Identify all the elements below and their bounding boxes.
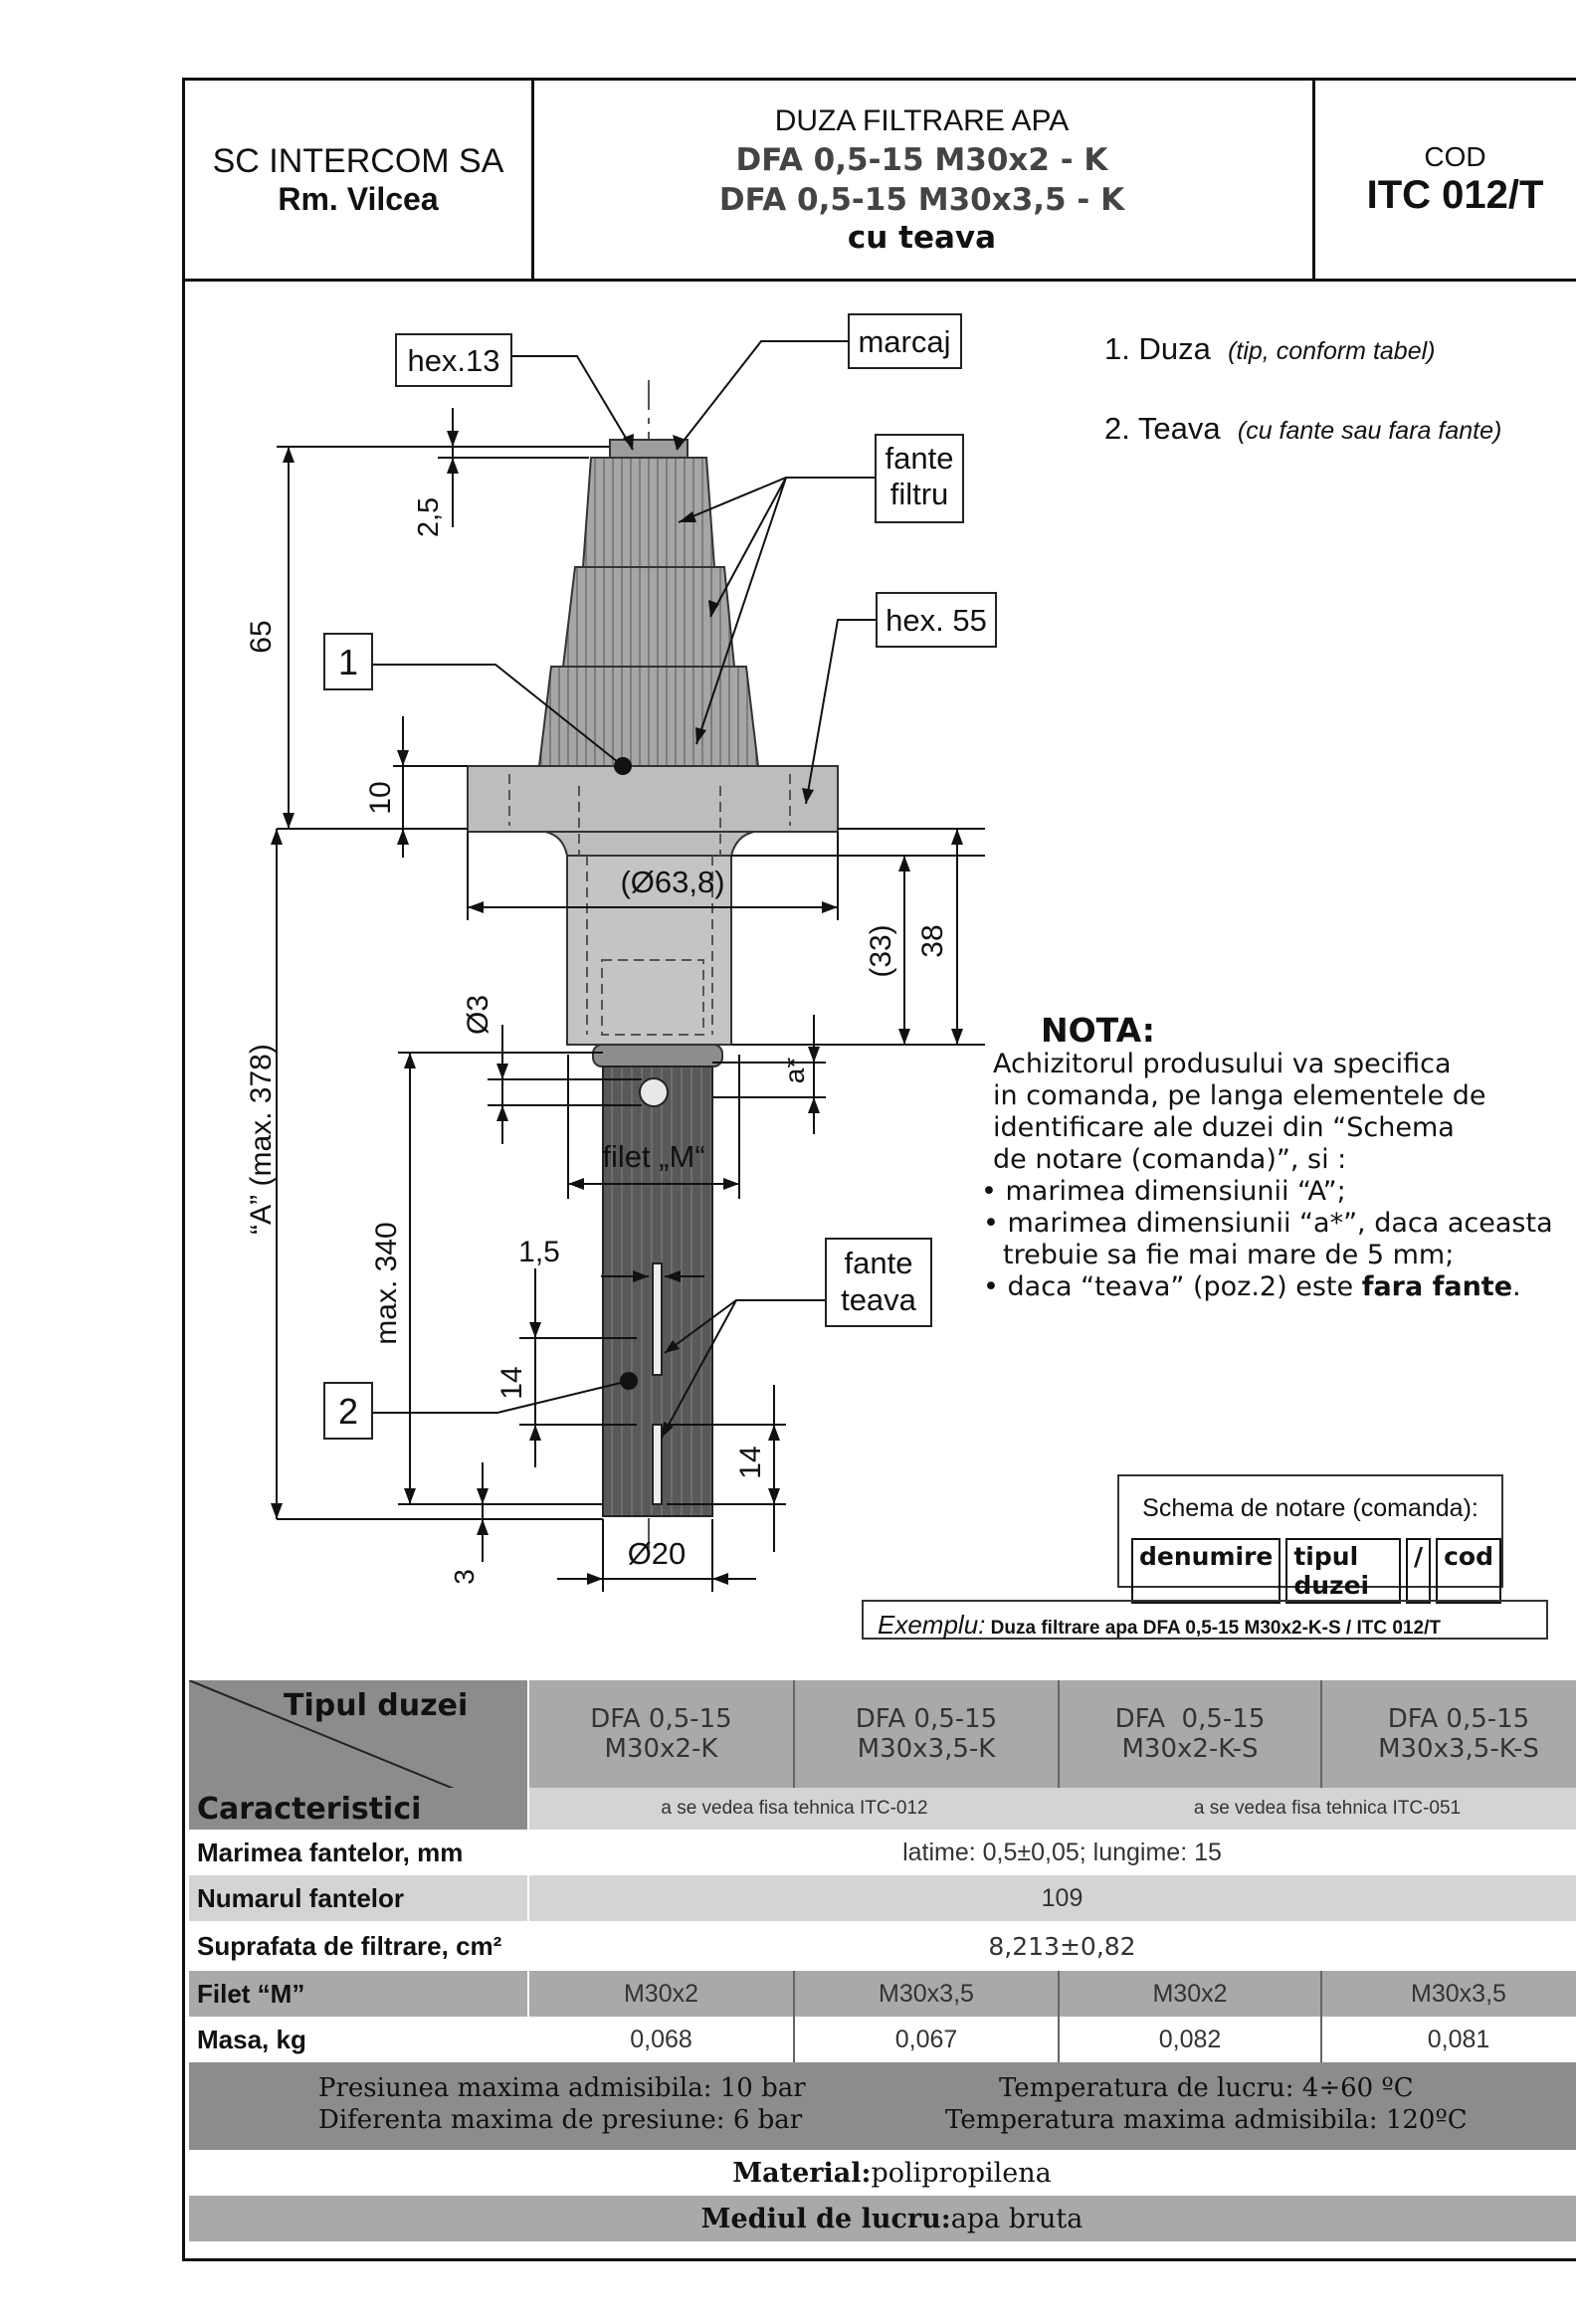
medium-value: apa bruta	[950, 2203, 1084, 2234]
max-pressure: Presiunea maxima admisibila: 10 bar	[318, 2073, 806, 2103]
dim-14-upper: 14	[495, 1366, 528, 1400]
position-1-label: 1	[337, 642, 359, 682]
dim-1-5: 1,5	[518, 1236, 560, 1268]
scheme-box: tipul duzei	[1285, 1538, 1401, 1604]
masa-value: 0,067	[795, 2017, 1060, 2062]
material-value: polipropilena	[871, 2157, 1052, 2189]
position-2-label: 2	[337, 1391, 359, 1432]
dim-a-star: a*	[779, 1057, 810, 1084]
corner-cell	[189, 1680, 529, 1788]
nozzle-head	[468, 440, 838, 1066]
dim-thread-M: filet „M“	[602, 1139, 705, 1174]
working-temperature: Temperatura de lucru: 4÷60 ºC	[998, 2073, 1414, 2103]
corner-top: Tipul duzei	[284, 1688, 469, 1723]
max-temperature: Temperatura maxima admisibila: 120ºC	[945, 2105, 1468, 2135]
type-header-1: DFA 0,5-15 M30x2-K	[529, 1680, 795, 1788]
note-title: NOTA:	[1041, 1011, 1155, 1050]
scheme-title: Schema de notare (comanda):	[1142, 1494, 1478, 1522]
material-label: Material:	[732, 2157, 872, 2189]
variant: cu teava	[847, 219, 997, 256]
model-2: DFA 0,5-15 M30x3,5 - K	[718, 181, 1125, 218]
note-line: Achizitorul produsului va specifica	[993, 1049, 1452, 1079]
example-label: Exemplu:	[878, 1610, 986, 1640]
filet-value: M30x2	[529, 1971, 795, 2017]
company-name: SC INTERCOM SA	[212, 141, 504, 180]
dim-dia-63-8: (Ø63,8)	[620, 865, 725, 899]
table-fisa-row	[189, 1788, 1576, 1830]
dim-65: 65	[245, 620, 278, 654]
hex55-label: hex. 55	[886, 603, 987, 638]
dim-2-5: 2,5	[413, 496, 445, 538]
row-value: latime: 0,5±0,05; lungime: 15	[529, 1830, 1576, 1875]
hex13-label: hex.13	[407, 343, 500, 378]
row-label: Numarul fantelor	[189, 1875, 529, 1921]
row-value: 109	[529, 1875, 1576, 1921]
dim-38: 38	[916, 924, 949, 958]
tube	[603, 1066, 712, 1516]
masa-value: 0,068	[529, 2017, 795, 2062]
dim-dia-20: Ø20	[627, 1536, 687, 1571]
scheme-box: cod	[1436, 1538, 1501, 1604]
scheme-box: /	[1406, 1538, 1431, 1604]
model-1: DFA 0,5-15 M30x2 - K	[735, 141, 1108, 178]
note-text	[981, 1049, 1576, 1303]
filter-slots-label-2: filtru	[889, 477, 949, 511]
scheme-boxes	[1131, 1538, 1501, 1604]
company-city: Rm. Vilcea	[278, 180, 439, 217]
row-label: Filet “M”	[189, 1971, 529, 2017]
scheme-box: denumire	[1131, 1538, 1280, 1604]
note-line: de notare (comanda)”, si :	[993, 1144, 1347, 1175]
material-row	[189, 2150, 1576, 2196]
masa-value: 0,082	[1060, 2017, 1322, 2062]
row-label: Masa, kg	[189, 2017, 529, 2062]
marcaj-label: marcaj	[858, 324, 951, 359]
document-kind: DUZA FILTRARE APA	[774, 103, 1070, 137]
code-label: COD	[1424, 141, 1486, 172]
pressure-temperature-row	[189, 2062, 1576, 2150]
table-row	[189, 1921, 1576, 1971]
dim-10: 10	[364, 781, 397, 815]
legend-item-2: 2. Teava (cu fante sau fara fante)	[1104, 411, 1502, 446]
row-label: Marimea fantelor, mm	[189, 1830, 529, 1875]
filter-slots-label-1: fante	[885, 441, 954, 476]
table-row	[189, 1971, 1576, 2017]
fisa-ks: a se vedea fisa tehnica ITC-051	[1060, 1788, 1576, 1830]
temperature-block	[945, 2072, 1468, 2136]
note-line: • marimea dimensiunii “A”;	[981, 1176, 1346, 1207]
fisa-k: a se vedea fisa tehnica ITC-012	[529, 1788, 1060, 1830]
note-line: in comanda, pe langa elementele de	[993, 1080, 1486, 1111]
medium-row	[189, 2196, 1576, 2241]
filet-value: M30x3,5	[795, 1971, 1060, 2017]
example-text: Duza filtrare apa DFA 0,5-15 M30x2-K-S / ITC 012/T	[990, 1618, 1441, 1639]
type-header-4: DFA 0,5-15 M30x3,5-K-S	[1322, 1680, 1576, 1788]
row-label: Suprafata de filtrare, cm²	[189, 1921, 529, 1971]
dim-14-lower: 14	[734, 1446, 767, 1479]
table-row	[189, 1830, 1576, 1875]
dim-A-max: “A” (max. 378)	[245, 1044, 278, 1235]
parts-legend	[1104, 310, 1501, 470]
note-line: • daca “teava” (poz.2) este fara fante.	[983, 1271, 1521, 1302]
filet-value: M30x2	[1060, 1971, 1322, 2017]
row-value: 8,213±0,82	[529, 1921, 1576, 1971]
tube-slots-label-2: teava	[841, 1282, 916, 1317]
legend-item-1: 1. Duza (tip, conform tabel)	[1104, 331, 1436, 366]
code-value: ITC 012/T	[1366, 173, 1544, 217]
note-line: • marimea dimensiunii “a*”, daca aceasta	[983, 1208, 1553, 1239]
dim-33: (33)	[865, 924, 897, 978]
note-line: trebuie sa fie mai mare de 5 mm;	[1003, 1240, 1455, 1270]
corner-bottom: Caracteristici	[189, 1788, 529, 1830]
max-pressure-diff: Diferenta maxima de presiune: 6 bar	[318, 2105, 803, 2135]
table-row	[189, 2017, 1576, 2062]
dim-max-340: max. 340	[370, 1222, 403, 1345]
dim-dia-3-top: Ø3	[462, 994, 494, 1036]
ordering-example	[862, 1600, 1548, 1640]
note-line: identificare ale duzei din “Schema	[993, 1112, 1455, 1143]
type-header-3: DFA 0,5-15 M30x2-K-S	[1060, 1680, 1322, 1788]
table-row	[189, 1875, 1576, 1921]
medium-label: Mediul de lucru:	[700, 2203, 951, 2234]
ordering-scheme	[1117, 1474, 1503, 1600]
table-header-row	[189, 1680, 1576, 1788]
masa-value: 0,081	[1322, 2017, 1576, 2062]
pressure-block	[318, 2072, 806, 2136]
filet-value: M30x3,5	[1322, 1971, 1576, 2017]
type-header-2: DFA 0,5-15 M30x3,5-K	[795, 1680, 1060, 1788]
dim-3-bottom: 3	[449, 1569, 480, 1585]
tube-slots-label-1: fante	[844, 1246, 913, 1280]
